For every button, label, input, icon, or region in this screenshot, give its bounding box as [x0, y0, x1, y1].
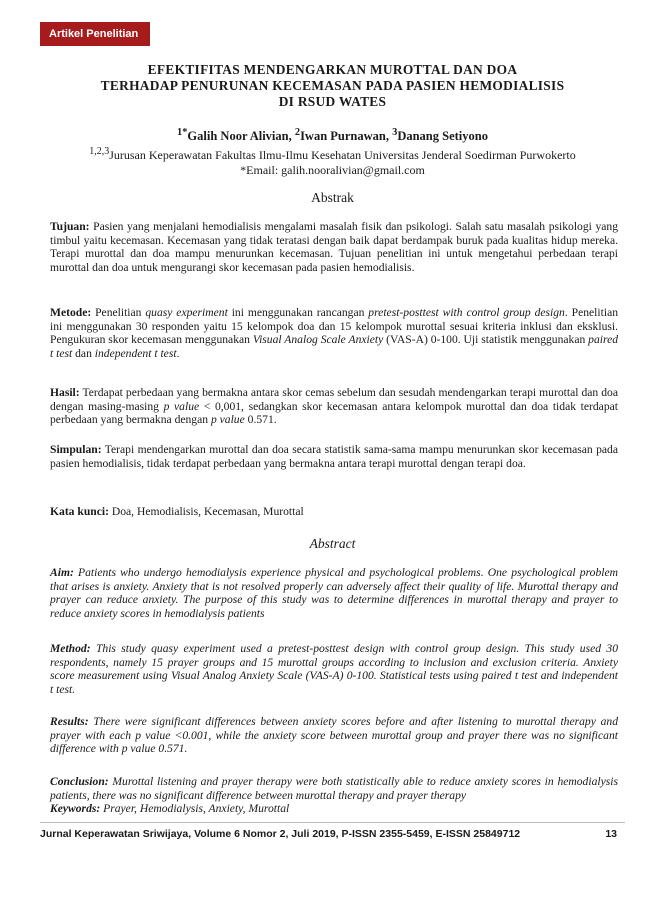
section-label: Metode: [50, 306, 92, 319]
abstrak-simpulan [50, 443, 618, 470]
abstract-conclusion [50, 775, 618, 816]
section-label: Kata kunci: [50, 505, 109, 518]
author-marker: 1* [177, 127, 188, 138]
section-label: Hasil: [50, 386, 80, 399]
abstrak-kata-kunci [50, 505, 618, 519]
abstract-results [50, 715, 618, 756]
section-text: < 0,001, sedangkan skor kecemasan antara kelompok murottal dan doa tidak terdapat perbedaan yang bermakna dengan [50, 399, 618, 427]
abstract-heading: Abstract [309, 536, 356, 551]
title-line: DI RSUD WATES [278, 94, 387, 109]
abstrak-tujuan [50, 220, 618, 275]
paper-title [40, 62, 625, 110]
footer-divider [40, 822, 625, 823]
section-text: dan [72, 347, 95, 361]
section-label: Aim: [50, 566, 74, 579]
section-text: ini menggunakan rancangan [227, 306, 369, 319]
abstrak-metode [50, 306, 618, 361]
section-text: This study quasy experiment used a pretest-posttest design with control group design. This study used 30 respondents, namely 15 prayer groups and 15 murottal groups according to inclusion and exclusion criteria. Anxiety score measurement using Visual Analog Anxiety Scale (VAS-A) 0-100. Statistical tests using paired t test and independent t test. [50, 642, 618, 697]
section-text: 0.571. [244, 413, 277, 427]
page-footer [40, 828, 625, 840]
section-text: There were significant differences between anxiety scores before and after listening to murottal therapy and prayer with each p value <0.001, while the anxiety score between murottal group and prayer there was no significant difference with p value 0.571. [50, 715, 618, 756]
section-term: p value [210, 413, 245, 427]
section-label: Keywords: [50, 802, 101, 816]
section-text: Murottal listening and prayer therapy were both statistically able to reduce anxiety scores in hemodialysis patients, there was no significant difference between murottal therapy and prayer therapy [50, 775, 618, 802]
abstrak-hasil [50, 386, 618, 427]
author-block [40, 125, 625, 178]
author-marker: 3 [392, 127, 398, 138]
section-label: Conclusion: [50, 775, 109, 788]
affiliation [40, 144, 625, 163]
section-text: Terapi mendengarkan murottal dan doa secara statistik sama-sama mampu menurunkan skor kecemasan pada pasien hemodialisis, tidak terdapat perbedaan yang bermakna antara terapi murottal dengan terapi doa. [50, 443, 618, 470]
section-text: Prayer, Hemodialysis, Anxiety, Murottal [100, 802, 290, 816]
affiliation-text: Jurusan Keperawatan Fakultas Ilmu-Ilmu Kesehatan Universitas Jenderal Soedirman Purwokerto [109, 148, 576, 163]
section-text: . Penelitian ini menggunakan 30 responden yaitu 15 kelompok doa dan 15 kelompok murottal sesuai kriteria inklusi dan eksklusi. Pengukuran skor kecemasan menggunakan [50, 306, 619, 347]
author-name: Danang Setiyono [397, 129, 488, 144]
title-line: EFEKTIFITAS MENDENGARKAN MUROTTAL DAN DOA [147, 62, 518, 77]
section-text: (VAS-A) 0-100. Uji statistik menggunakan [383, 333, 589, 347]
section-term: independent t test [94, 347, 177, 361]
section-text: Penelitian [91, 306, 146, 319]
abstract-method [50, 642, 618, 697]
section-text: Patients who undergo hemodialysis experience physical and psychological problems. One psychological problem that arises is anxiety. Anxiety that is not resolved properly can adversely affect their quality of life. Murottal therapy and prayer can reduce anxiety. The purpose of this study was to determine differences in murottal therapy and prayer to reduce anxiety scores in hemodialysis patients [50, 566, 618, 621]
section-text: Doa, Hemodialisis, Kecemasan, Murottal [108, 505, 304, 518]
section-term: paired t test [50, 333, 619, 361]
section-text: . [176, 347, 180, 361]
author-name: Galih Noor Alivian, [187, 129, 295, 144]
section-term: quasy experiment [145, 306, 228, 319]
article-type-badge: Artikel Penelitian [40, 22, 150, 46]
author-marker: 2 [294, 127, 301, 138]
abstract-aim [50, 566, 618, 621]
section-text: Terdapat perbedaan yang bermakna antara skor cemas sebelum dan sesudah mendengarkan terapi murottal dan doa dengan masing-masing [50, 386, 618, 413]
journal-citation: Jurnal Keperawatan Sriwijaya, Volume 6 Nomor 2, Juli 2019, P-ISSN 2355-5459, E-ISSN 25849712 [40, 828, 521, 840]
section-label: Simpulan: [50, 443, 102, 456]
author-names [40, 125, 625, 144]
author-name: Iwan Purnawan, [300, 129, 393, 144]
affiliation-marker: 1,2,3 [89, 146, 110, 158]
section-term: pretest-posttest with control group design [368, 306, 565, 319]
section-term: Visual Analog Scale Anxiety [252, 333, 384, 347]
section-label: Results: [50, 715, 89, 728]
section-text: Pasien yang menjalani hemodialisis mengalami masalah fisik dan psikologi. Salah satu masalah psikologi yang timbul yaitu kecemasan. Kecemasan yang tidak teratasi dengan baik dapat berdampak buruk pada kualitas hidup mereka. Terapi murottal dan doa mampu menurunkan kecemasan. Tujuan penelitian ini untuk mengetahui perbedaan terapi murottal dan doa untuk mengurangi skor kecemasan pada pasien hemodialisis. [50, 220, 618, 275]
page-number: 13 [605, 828, 617, 840]
corresponding-email: *Email: galih.nooralivian@gmail.com [240, 163, 425, 178]
section-label: Method: [50, 642, 91, 655]
title-line: TERHADAP PENURUNAN KECEMASAN PADA PASIEN HEMODIALISIS [100, 78, 565, 93]
section-label: Tujuan: [50, 220, 90, 233]
section-term: p value [163, 399, 200, 413]
abstrak-heading: Abstrak [311, 190, 354, 205]
